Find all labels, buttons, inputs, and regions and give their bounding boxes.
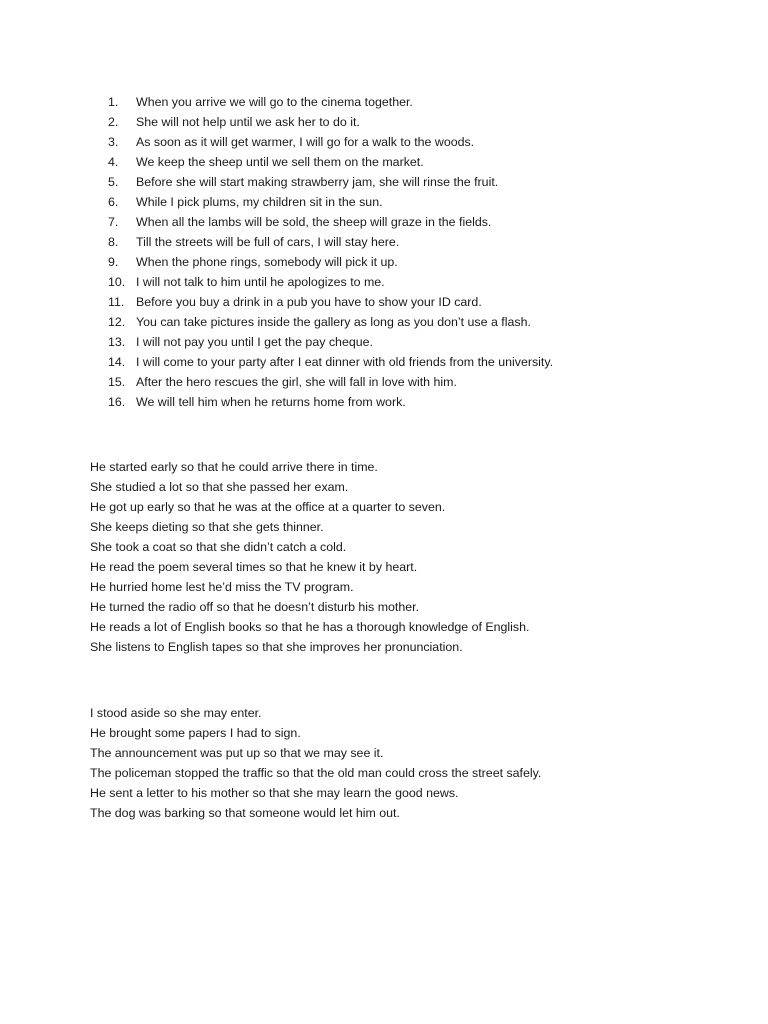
- list-item: [108, 332, 553, 352]
- item-number: 16.: [108, 395, 126, 409]
- item-text: We keep the sheep until we sell them on the market.: [136, 155, 424, 169]
- sentence-line: He read the poem several times so that he knew it by heart.: [90, 560, 418, 574]
- list-item: [108, 112, 553, 132]
- item-text: When you arrive we will go to the cinema together.: [136, 95, 413, 109]
- so-that-sentences-block-2: [90, 703, 541, 823]
- list-item: [108, 212, 553, 232]
- sentence-line: I stood aside so she may enter.: [90, 706, 262, 720]
- list-item: [108, 132, 553, 152]
- list-item: [108, 92, 553, 112]
- list-item: [108, 272, 553, 292]
- sentence-line: He sent a letter to his mother so that she may learn the good news.: [90, 786, 459, 800]
- item-number: 13.: [108, 335, 126, 349]
- list-item: [108, 372, 553, 392]
- item-number: 14.: [108, 355, 126, 369]
- item-number: 15.: [108, 375, 126, 389]
- item-number: 3.: [108, 135, 119, 149]
- sentence-line: The announcement was put up so that we may see it.: [90, 746, 384, 760]
- sentence-line: He hurried home lest he’d miss the TV program.: [90, 580, 354, 594]
- sentence-line: He reads a lot of English books so that he has a thorough knowledge of English.: [90, 620, 530, 634]
- item-text: While I pick plums, my children sit in the sun.: [136, 195, 383, 209]
- sentence-line: He started early so that he could arrive there in time.: [90, 460, 378, 474]
- sentence-line: He got up early so that he was at the office at a quarter to seven.: [90, 500, 446, 514]
- item-text: I will come to your party after I eat dinner with old friends from the university.: [136, 355, 554, 369]
- sentence-line: He brought some papers I had to sign.: [90, 726, 301, 740]
- numbered-sentence-list: [108, 92, 553, 412]
- list-item: [108, 232, 553, 252]
- list-item: [108, 172, 553, 192]
- item-text: As soon as it will get warmer, I will go for a walk to the woods.: [136, 135, 475, 149]
- item-number: 6.: [108, 195, 119, 209]
- list-item: [108, 312, 553, 332]
- item-text: I will not talk to him until he apologizes to me.: [136, 275, 385, 289]
- list-item: [108, 152, 553, 172]
- sentence-line: She took a coat so that she didn’t catch a cold.: [90, 540, 347, 554]
- item-number: 11.: [108, 295, 125, 309]
- sentence-line: The policeman stopped the traffic so that the old man could cross the street safely.: [90, 766, 542, 780]
- item-text: After the hero rescues the girl, she will fall in love with him.: [136, 375, 457, 389]
- item-text: Before she will start making strawberry jam, she will rinse the fruit.: [136, 175, 499, 189]
- list-item: [108, 392, 553, 412]
- item-number: 4.: [108, 155, 119, 169]
- list-item: [108, 292, 553, 312]
- item-text: When the phone rings, somebody will pick it up.: [136, 255, 398, 269]
- so-that-sentences-block-1: [90, 457, 529, 657]
- item-number: 5.: [108, 175, 119, 189]
- list-item: [108, 252, 553, 272]
- item-text: She will not help until we ask her to do it.: [136, 115, 360, 129]
- list-item: [108, 192, 553, 212]
- item-number: 2.: [108, 115, 119, 129]
- sentence-line: She keeps dieting so that she gets thinner.: [90, 520, 324, 534]
- item-text: Before you buy a drink in a pub you have to show your ID card.: [136, 295, 482, 309]
- sentence-line: She studied a lot so that she passed her exam.: [90, 480, 349, 494]
- item-text: You can take pictures inside the gallery as long as you don’t use a flash.: [136, 315, 531, 329]
- item-number: 7.: [108, 215, 119, 229]
- item-text: Till the streets will be full of cars, I will stay here.: [136, 235, 400, 249]
- item-number: 12.: [108, 315, 126, 329]
- item-number: 9.: [108, 255, 119, 269]
- item-text: When all the lambs will be sold, the sheep will graze in the fields.: [136, 215, 492, 229]
- sentence-line: The dog was barking so that someone would let him out.: [90, 806, 400, 820]
- sentence-line: He turned the radio off so that he doesn’t disturb his mother.: [90, 600, 420, 614]
- item-number: 8.: [108, 235, 119, 249]
- item-text: I will not pay you until I get the pay cheque.: [136, 335, 373, 349]
- item-text: We will tell him when he returns home from work.: [136, 395, 406, 409]
- item-number: 1.: [108, 95, 119, 109]
- list-item: [108, 352, 553, 372]
- item-number: 10.: [108, 275, 126, 289]
- sentence-line: She listens to English tapes so that she improves her pronunciation.: [90, 640, 463, 654]
